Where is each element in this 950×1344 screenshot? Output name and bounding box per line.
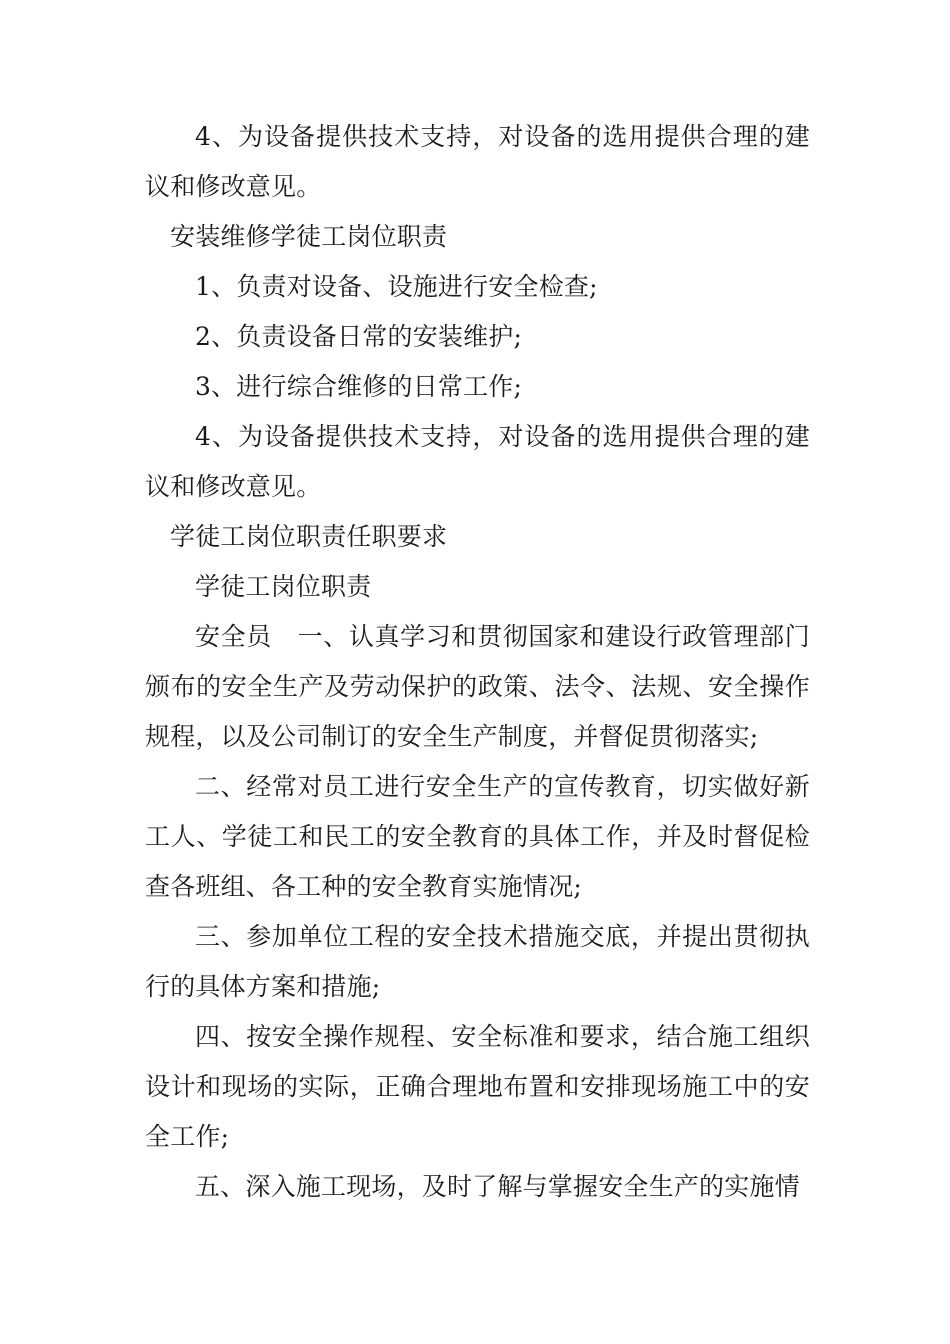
paragraph-item-4-suggestion: 4、为设备提供技术支持，对设备的选用提供合理的建议和修改意见。 xyxy=(145,122,810,201)
paragraph-safety-officer-4: 四、按安全操作规程、安全标准和要求，结合施工组织设计和现场的实际，正确合理地布置和安排现场施工中的安全工作; xyxy=(145,1022,810,1151)
paragraph-item-4-support: 4、为设备提供技术支持，对设备的选用提供合理的建议和修改意见。 xyxy=(145,422,810,501)
section-heading-installation-apprentice: 安装维修学徒工岗位职责 xyxy=(170,222,448,251)
paragraph-item-3-repair: 3、进行综合维修的日常工作; xyxy=(195,372,523,401)
paragraph-safety-officer-1: 安全员 一、认真学习和贯彻国家和建设行政管理部门颁布的安全生产及劳动保护的政策、法令、法规、安全操作规程，以及公司制订的安全生产制度，并督促贯彻落实; xyxy=(145,622,810,751)
section-heading-requirements: 学徒工岗位职责任职要求 xyxy=(170,522,448,551)
subsection-heading-apprentice-duties: 学徒工岗位职责 xyxy=(195,572,372,601)
paragraph-item-2-maintenance: 2、负责设备日常的安装维护; xyxy=(195,322,523,351)
paragraph-safety-officer-5: 五、深入施工现场，及时了解与掌握安全生产的实施情 xyxy=(195,1172,800,1201)
paragraph-safety-officer-2: 二、经常对员工进行安全生产的宣传教育，切实做好新工人、学徒工和民工的安全教育的具体工作，并及时督促检查各班组、各工种的安全教育实施情况; xyxy=(145,772,810,901)
document-body xyxy=(145,112,810,1212)
paragraph-safety-officer-3: 三、参加单位工程的安全技术措施交底，并提出贯彻执行的具体方案和措施; xyxy=(145,922,810,1001)
paragraph-item-1-inspection: 1、负责对设备、设施进行安全检查; xyxy=(195,272,598,301)
